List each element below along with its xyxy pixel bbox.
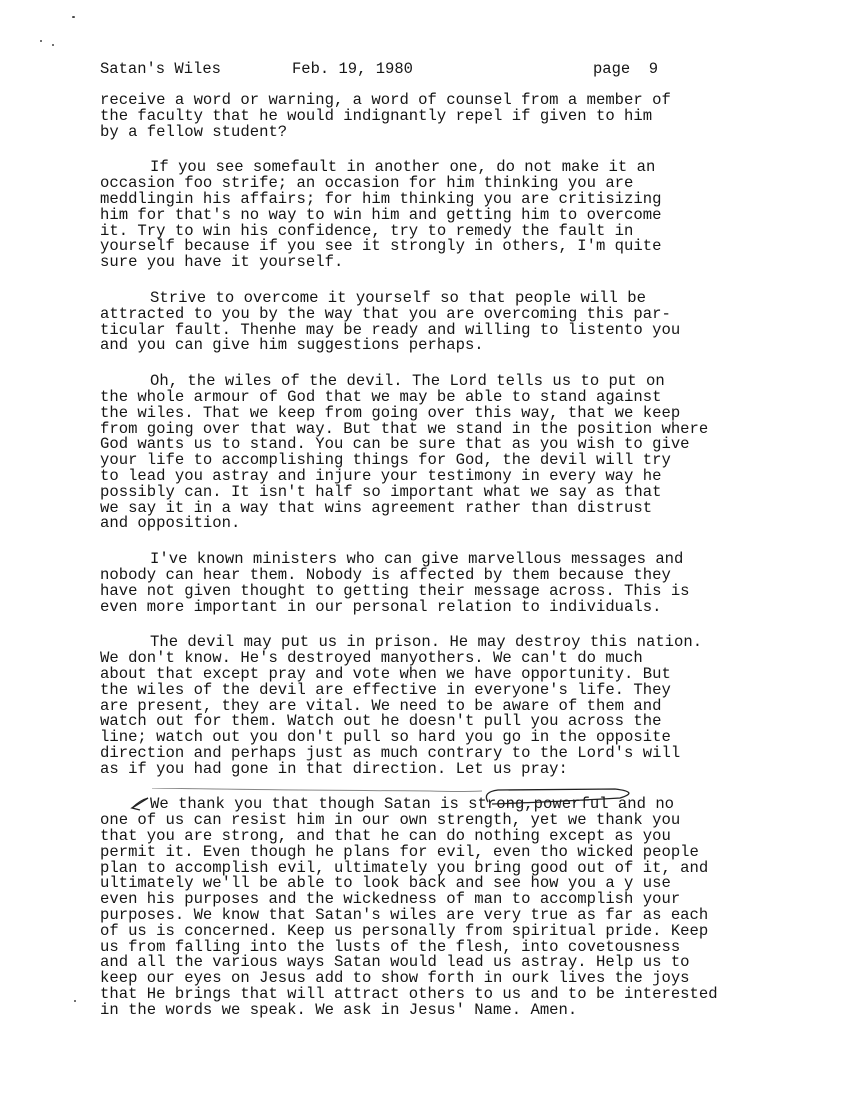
- scan-speck: [52, 44, 54, 46]
- text-line: him for that's no way to win him and getting him to overcome: [100, 205, 662, 224]
- text-line: ticular fault. Thenhe may be ready and willing to listento you: [100, 320, 681, 339]
- text-line: sure you have it yourself.: [100, 253, 344, 272]
- document-date: Feb. 19, 1980: [292, 60, 413, 78]
- text-line: your life to accomplishing things for God, the devil will try: [100, 451, 671, 470]
- text-line: us from falling into the lusts of the flesh, into covetousness: [100, 937, 681, 956]
- text-line: ultimately we'll be able to look back and see how you a y use: [100, 874, 671, 893]
- text-line: the wiles. That we keep from going over this way, that we keep: [100, 403, 681, 422]
- text-line: the wiles of the devil are effective in everyone's life. They: [100, 680, 671, 699]
- text-line: The devil may put us in prison. He may destroy this nation.: [150, 633, 703, 652]
- text-line: even more important in our personal relation to individuals.: [100, 597, 662, 616]
- text-line: and you can give him suggestions perhaps.: [100, 336, 484, 355]
- page-header: [100, 60, 700, 84]
- text-line: by a fellow student?: [100, 122, 288, 141]
- paragraph: [100, 160, 800, 271]
- text-line: We don't know. He's destroyed manyothers. We can't do much: [100, 649, 643, 668]
- paragraph: [100, 797, 800, 1018]
- text-line: purposes. We know that Satan's wiles are very true as far as each: [100, 906, 709, 925]
- page-number: page 9: [593, 60, 659, 78]
- text-line: God wants us to stand. You can be sure that as you wish to give: [100, 435, 690, 454]
- text-line: of us is concerned. Keep us personally from spiritual pride. Keep: [100, 921, 709, 940]
- text-line: as if you had gone in that direction. Let us pray:: [100, 759, 568, 778]
- text-line: about that except pray and vote when we have opportunity. But: [100, 664, 671, 683]
- text-line: keep our eyes on Jesus add to show forth in ourk lives the joys: [100, 969, 690, 988]
- paragraph: [100, 635, 800, 777]
- text-line: watch out for them. Watch out he doesn't pull you across the: [100, 712, 662, 731]
- paragraph: [100, 374, 800, 532]
- text-line: in the words we speak. We ask in Jesus' Name. Amen.: [100, 1000, 578, 1019]
- text-line: that He brings that will attract others to us and to be interested: [100, 985, 718, 1004]
- scan-speck: [72, 16, 75, 18]
- text-line: plan to accomplish evil, ultimately you bring good out of it, and: [100, 858, 709, 877]
- text-line: line; watch out you don't pull so hard you go in the opposite: [100, 728, 671, 747]
- text-line: Oh, the wiles of the devil. The Lord tells us to put on: [150, 372, 665, 391]
- document-body: [100, 93, 800, 1039]
- text-line: meddlingin his affairs; for him thinking you are critisizing: [100, 189, 662, 208]
- paragraph: [100, 93, 800, 140]
- document-title: Satan's Wiles: [100, 60, 221, 78]
- text-line: possibly can. It isn't half so important what we say as that: [100, 482, 662, 501]
- text-line: attracted to you by the way that you are overcoming this par-: [100, 304, 671, 323]
- scan-speck: [74, 1000, 76, 1002]
- text-line: permit it. Even though he plans for evil, even tho wicked people: [100, 842, 699, 861]
- text-line: and all the various ways Satan would lead us astray. Help us to: [100, 953, 690, 972]
- text-line: that you are strong, and that he can do nothing except as you: [100, 827, 671, 846]
- text-line: Strive to overcome it yourself so that people will be: [150, 288, 646, 307]
- text-line: even his purposes and the wickedness of man to accomplish your: [100, 890, 681, 909]
- text-line: the whole armour of God that we may be able to stand against: [100, 387, 662, 406]
- text-line: from going over that way. But that we stand in the position where: [100, 419, 709, 438]
- text-line: nobody can hear them. Nobody is affected by them because they: [100, 565, 671, 584]
- paragraph: [100, 288, 800, 355]
- text-line: yourself because if you see it strongly in others, I'm quite: [100, 237, 662, 256]
- text-line: occasion foo strife; an occasion for him thinking you are: [100, 174, 634, 193]
- text-line: have not given thought to getting their message across. This is: [100, 581, 690, 600]
- text-line: I've known ministers who can give marvellous messages and: [150, 550, 684, 569]
- text-line: If you see somefault in another one, do not make it an: [150, 158, 656, 177]
- text-line: one of us can resist him in our own strength, yet we thank you: [100, 811, 681, 830]
- text-line: direction and perhaps just as much contrary to the Lord's will: [100, 743, 681, 762]
- text-line: and opposition.: [100, 514, 241, 533]
- scan-speck: [40, 40, 42, 42]
- text-line: the faculty that he would indignantly repel if given to him: [100, 106, 653, 125]
- text-line: We thank you that though Satan is strong,powerful and no: [150, 795, 675, 814]
- paragraph: [100, 552, 800, 615]
- text-line: it. Try to win his confidence, try to remedy the fault in: [100, 221, 634, 240]
- text-line: we say it in a way that wins agreement rather than distrust: [100, 498, 653, 517]
- text-line: are present, they are vital. We need to be aware of them and: [100, 696, 662, 715]
- text-line: to lead you astray and injure your testimony in every way he: [100, 466, 662, 485]
- handwritten-underline-mark: [130, 788, 660, 828]
- text-line: receive a word or warning, a word of counsel from a member of: [100, 91, 671, 109]
